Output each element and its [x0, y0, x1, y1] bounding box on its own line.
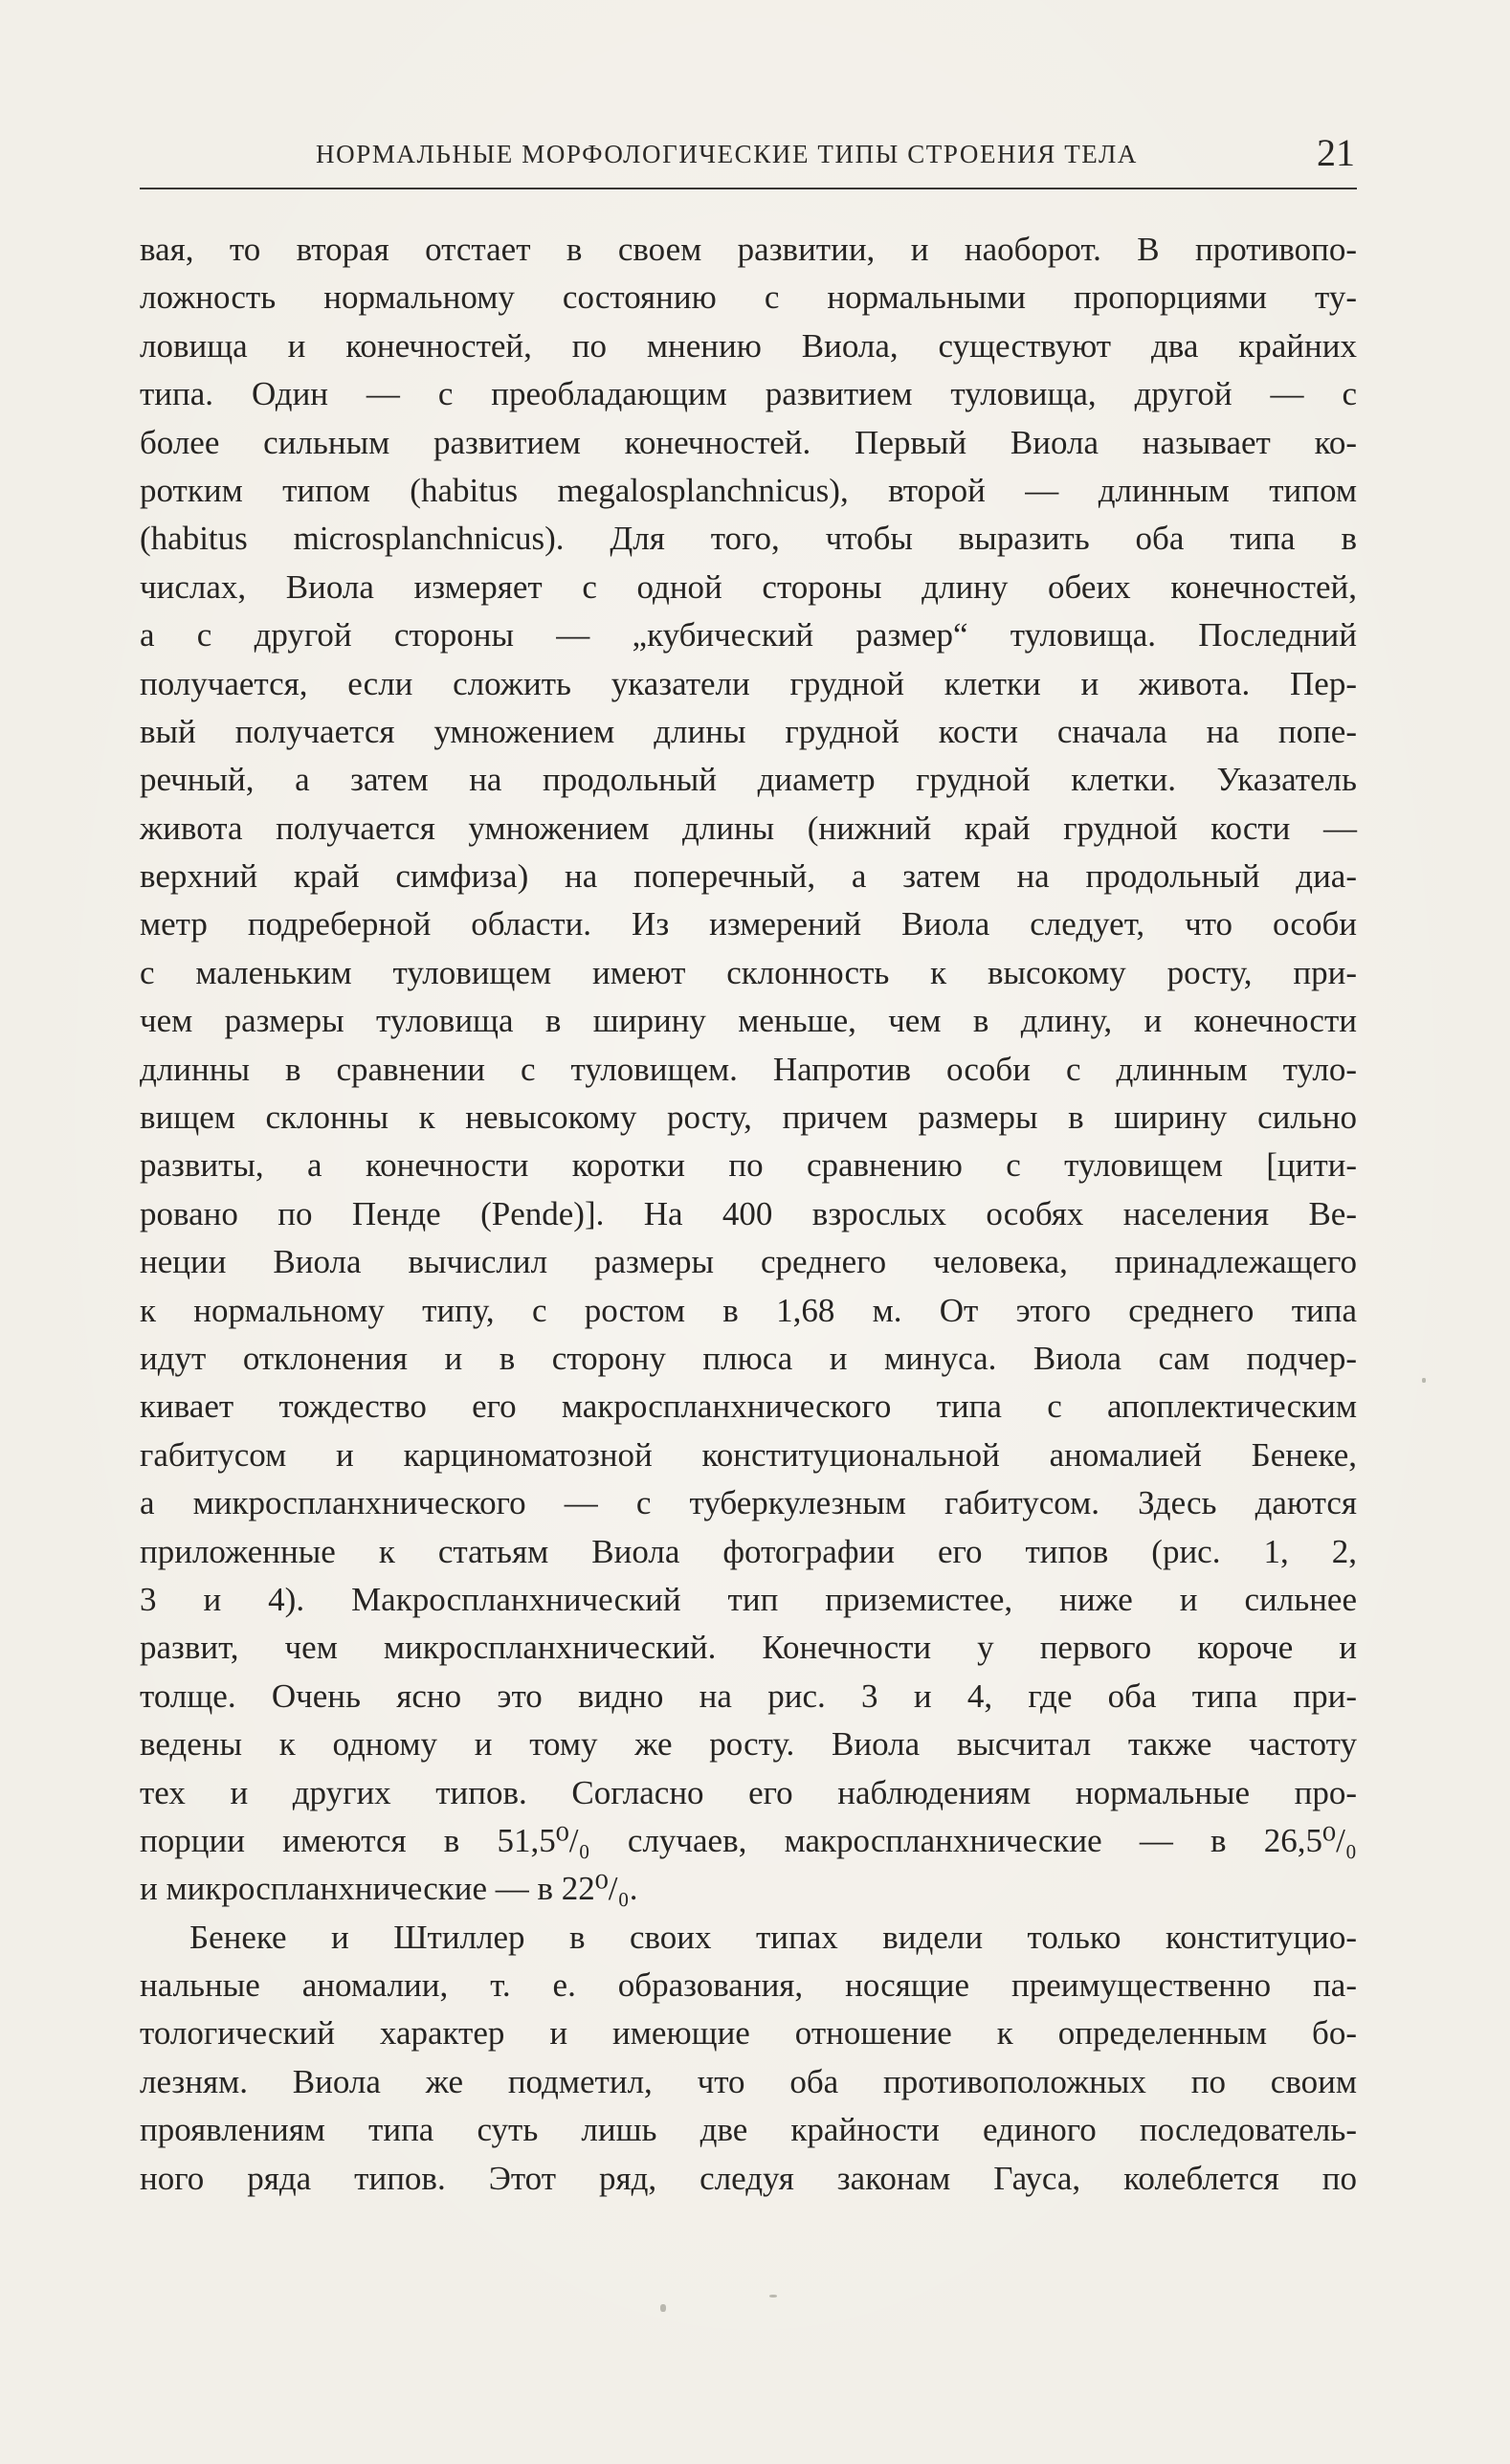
text-line: вищем склонны к невысокому росту, причем размеры в ширину сильно: [140, 1099, 1357, 1137]
text-line: нальные аномалии, т. е. образования, носящие преимущественно па-: [140, 1966, 1357, 2005]
running-header: [140, 131, 1357, 189]
text-line: верхний край симфиза) на поперечный, а затем на продольный диа-: [140, 857, 1357, 896]
text-line: габитусом и карциноматозной конституциональной аномалией Бенеке,: [140, 1435, 1357, 1474]
paragraph-1: [140, 226, 1357, 1914]
text-line: проявлениям типа суть лишь две крайности единого последователь-: [140, 2111, 1357, 2149]
paragraph-2: [140, 1914, 1357, 2203]
text-line: к нормальному типу, с ростом в 1,68 м. От этого среднего типа: [140, 1291, 1357, 1329]
text-line: получается, если сложить указатели грудной клетки и живота. Пер-: [140, 664, 1357, 702]
text-line: кивает тождество его макроспланхнического типа с апоплектическим: [140, 1387, 1357, 1426]
text-line: метр подреберной области. Из измерений Виола следует, что особи: [140, 905, 1357, 943]
text-line: ного ряда типов. Этот ряд, следуя законам Гауса, колеблется по: [140, 2159, 1357, 2197]
text-line: вый получается умножением длины грудной кости сначала на попе-: [140, 712, 1357, 750]
text-line: живота получается умножением длины (нижний край грудной кости —: [140, 809, 1357, 847]
text-line: с маленьким туловищем имеют склонность к высокому росту, при-: [140, 953, 1357, 991]
text-line: приложенные к статьям Виола фотографии его типов (рис. 1, 2,: [140, 1532, 1357, 1570]
text-line: ловища и конечностей, по мнению Виола, существуют два крайних: [140, 326, 1357, 365]
text-line: тологический характер и имеющие отношение к определенным бо-: [140, 2014, 1357, 2053]
text-line: а микроспланхнического — с туберкулезным габитусом. Здесь даются: [140, 1484, 1357, 1522]
text-line: развиты, а конечности коротки по сравнению с туловищем [цити-: [140, 1146, 1357, 1185]
text-line: речный, а затем на продольный диаметр грудной клетки. Указатель: [140, 761, 1357, 799]
page-number: 21: [1317, 131, 1355, 174]
text-line: порции имеются в 51,5⁰/₀ случаев, макроспланхнические — в 26,5⁰/₀: [140, 1821, 1357, 1859]
text-line: тех и других типов. Согласно его наблюдениям нормальные про-: [140, 1773, 1357, 1811]
paper-speck: [1422, 1378, 1426, 1383]
text-line: типа. Один — с преобладающим развитием туловища, другой — с: [140, 375, 1357, 413]
text-line: Бенеке и Штиллер в своих типах видели только конституцио-: [189, 1918, 1357, 1956]
text-line: ложность нормальному состоянию с нормальными пропорциями ту-: [140, 278, 1357, 317]
text-line: 3 и 4). Макроспланхнический тип приземистее, ниже и сильнее: [140, 1580, 1357, 1618]
running-title: НОРМАЛЬНЫЕ МОРФОЛОГИЧЕСКИЕ ТИПЫ СТРОЕНИЯ ТЕЛА: [316, 140, 1139, 168]
text-line: развит, чем микроспланхнический. Конечности у первого короче и: [140, 1629, 1357, 1667]
text-line: толще. Очень ясно это видно на рис. 3 и 4, где оба типа при-: [140, 1676, 1357, 1715]
text-line: идут отклонения и в сторону плюса и минуса. Виола сам подчер-: [140, 1339, 1357, 1377]
text-line: числах, Виола измеряет с одной стороны длину обеих конечностей,: [140, 567, 1357, 606]
text-line: ротким типом (habitus megalosplanchnicus), второй — длинным типом: [140, 471, 1357, 509]
text-line: более сильным развитием конечностей. Первый Виола называет ко-: [140, 423, 1357, 461]
text-line: вая, то вторая отстает в своем развитии, и наоборот. В противопо-: [140, 231, 1357, 268]
text-line: чем размеры туловища в ширину меньше, чем в длину, и конечности: [140, 1002, 1357, 1040]
paper-speck: [660, 2304, 666, 2312]
text-line: ровано по Пенде (Pende)]. На 400 взрослых особях населения Ве-: [140, 1194, 1357, 1232]
text-line: ведены к одному и тому же росту. Виола высчитал также частоту: [140, 1725, 1357, 1764]
text-line: и микроспланхнические — в 22⁰/₀.: [140, 1870, 638, 1908]
text-line: длинны в сравнении с туловищем. Напротив особи с длинным туло-: [140, 1050, 1357, 1088]
text-line: а с другой стороны — „кубический размер“ туловища. Последний: [140, 616, 1357, 655]
text-line: неции Виола вычислил размеры среднего человека, принадлежащего: [140, 1243, 1357, 1281]
text-line: (habitus microsplanchnicus). Для того, чтобы выразить оба типа в: [140, 520, 1357, 558]
paper-speck: [769, 2295, 777, 2298]
text-line: лезням. Виола же подметил, что оба противоположных по своим: [140, 2062, 1357, 2100]
body-text: [140, 226, 1357, 2203]
